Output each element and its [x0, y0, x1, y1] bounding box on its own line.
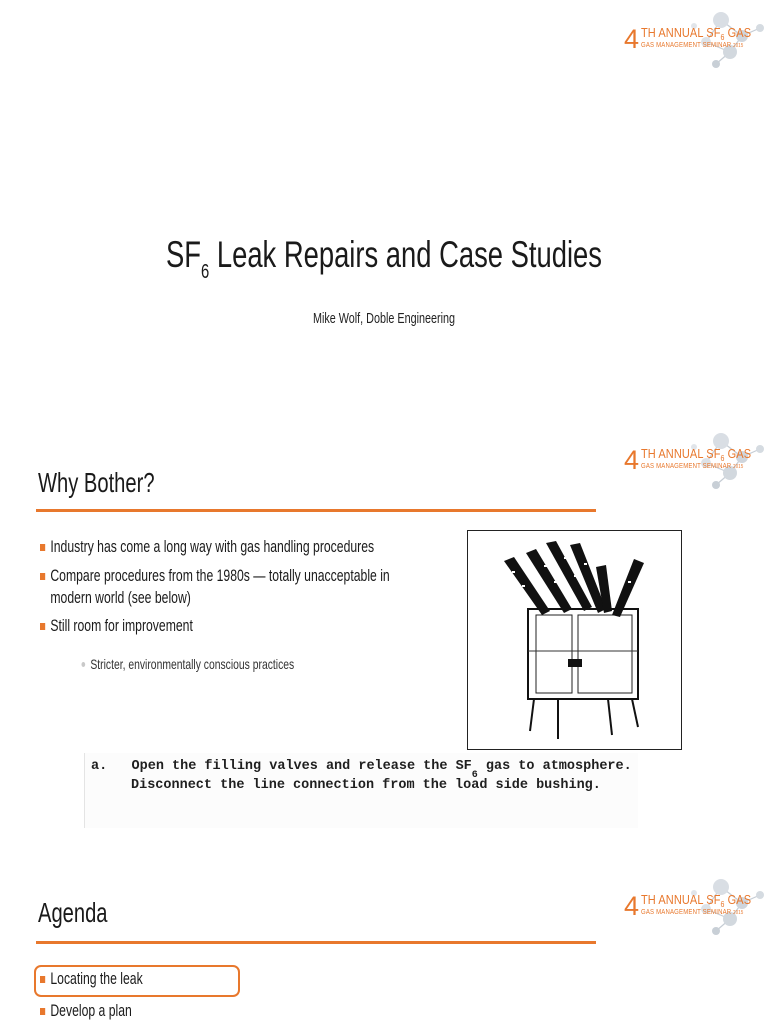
slide-heading: Why Bother? — [38, 467, 155, 498]
breaker-photo — [467, 530, 682, 750]
heading-rule — [36, 941, 596, 944]
logo-subtitle: GAS MANAGEMENT SEMINAR 2015 — [641, 463, 744, 470]
procedure-excerpt — [84, 753, 638, 828]
logo-number: 4 — [624, 24, 640, 54]
seminar-logo — [624, 879, 764, 939]
logo-title: TH ANNUAL $SF_6$ GAS — [641, 26, 752, 42]
logo-title: TH ANNUAL $SF_6$ GAS — [641, 447, 752, 463]
presenter-name: Mike Wolf, Doble Engineering — [312, 310, 456, 327]
breaker-drawing — [468, 531, 683, 751]
presentation-title: $SF_6$ Leak Repairs and Case Studies — [166, 234, 602, 283]
seminar-logo — [624, 12, 764, 72]
slide-why-bother — [0, 425, 768, 853]
logo-subtitle: GAS MANAGEMENT SEMINAR 2015 — [641, 909, 744, 916]
agenda-item-plan: Develop a plan — [40, 1001, 143, 1023]
slide-agenda — [0, 853, 768, 1024]
bullet-list — [40, 537, 513, 644]
excerpt-line-2: Disconnect the line connection from the load side bushing. — [131, 778, 601, 793]
seminar-logo — [624, 433, 764, 493]
agenda-list — [40, 969, 179, 1023]
slide-title — [0, 0, 768, 425]
bullet-item: Compare procedures from the 1980s — totally unacceptable in — [40, 566, 390, 588]
agenda-item-locating: Locating the leak — [40, 969, 143, 991]
heading-rule — [36, 509, 596, 512]
excerpt-line-1: a. Open the filling valves and release the $SF_6$ gas to atmosphere. — [91, 759, 632, 781]
sub-bullet-item: Stricter, environmentally conscious practices — [80, 656, 294, 672]
bullet-item: Industry has come a long way with gas handling procedures — [40, 537, 390, 559]
logo-title: TH ANNUAL $SF_6$ GAS — [641, 893, 752, 909]
bullet-item-continuation: modern world (see below) — [50, 588, 191, 607]
slide-heading: Agenda — [38, 897, 108, 928]
logo-number: 4 — [624, 445, 640, 475]
bullet-item: Still room for improvement — [40, 616, 390, 638]
logo-subtitle: GAS MANAGEMENT SEMINAR 2015 — [641, 42, 744, 49]
logo-number: 4 — [624, 891, 640, 921]
